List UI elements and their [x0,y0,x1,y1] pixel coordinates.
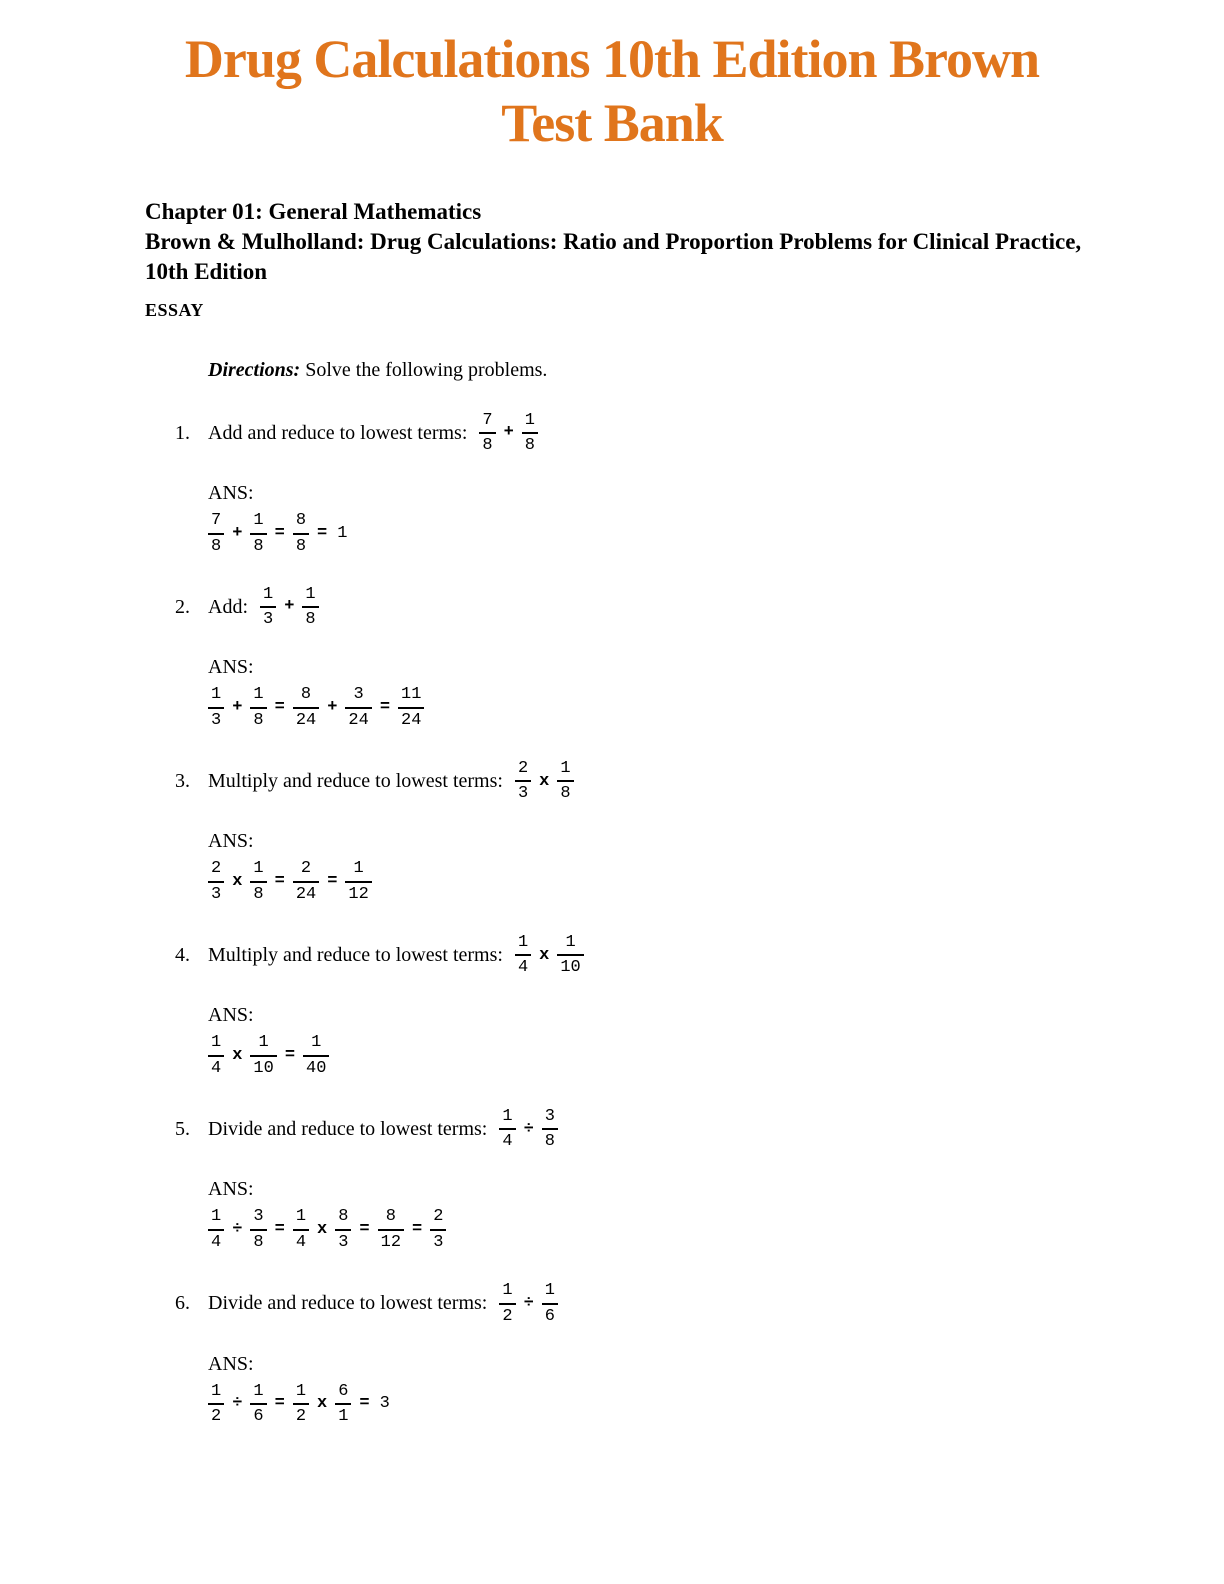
operator: + [327,697,338,717]
question-text: Add and reduce to lowest terms: [208,421,468,444]
operator: = [412,1220,423,1240]
fraction: $\frac{3}{8}$ [542,1107,558,1152]
answer-expression [208,1033,1224,1078]
fraction: $\frac{1}{6}$ [542,1281,558,1326]
fraction: $\frac{3}{8}$ [250,1207,266,1252]
operator: x [317,1394,328,1414]
answer-label: ANS: [208,1004,254,1027]
problem-item-1 [145,406,1224,556]
chapter-heading-block [145,197,1109,287]
fraction: $\frac{8}{12}$ [378,1207,404,1252]
fraction: $\frac{1}{10}$ [250,1033,276,1078]
question-text: Divide and reduce to lowest terms: [208,1117,488,1140]
answer-expression [208,1382,1224,1427]
question-expression [499,1281,558,1326]
fraction: $\frac{2}{3}$ [208,859,224,904]
operator: x [232,872,243,892]
fraction: $\frac{7}{8}$ [208,511,224,556]
fraction: $\frac{7}{8}$ [479,411,495,456]
fraction: $\frac{1}{8}$ [250,859,266,904]
fraction: $\frac{1}{10}$ [557,933,583,978]
fraction: $\frac{1}{12}$ [345,859,371,904]
question-row [145,754,1224,808]
question-expression [260,585,319,630]
fraction: $\frac{1}{8}$ [557,759,573,804]
answer-label: ANS: [208,656,254,679]
operator: x [232,1046,243,1066]
question-text: Multiply and reduce to lowest terms: [208,769,503,792]
fraction: $\frac{1}{8}$ [302,585,318,630]
question-text: Add: [208,595,248,618]
answer-expression [208,511,1224,556]
fraction: $\frac{1}{6}$ [250,1382,266,1427]
operator: ÷ [523,1119,534,1139]
operator: + [284,597,295,617]
operator: x [539,771,550,791]
fraction: $\frac{1}{4}$ [293,1207,309,1252]
operator: + [232,697,243,717]
problem-item-4 [145,928,1224,1078]
fraction: $\frac{2}{3}$ [515,759,531,804]
fraction: $\frac{1}{3}$ [208,685,224,730]
directions-label: Directions: [208,359,301,382]
question-row [145,580,1224,634]
operator: = [359,1220,370,1240]
fraction: $\frac{11}{24}$ [398,685,424,730]
fraction: $\frac{1}{4}$ [208,1207,224,1252]
question-row [145,1277,1224,1331]
operator: = [317,523,328,543]
operator: = [274,872,285,892]
page-title [0,0,1224,155]
problem-item-3 [145,754,1224,904]
fraction: $\frac{1}{8}$ [250,511,266,556]
book-heading: Brown & Mulholland: Drug Calculations: Ratio and Proportion Problems for Clinical Practice, 10th Edition [145,229,1082,285]
operator: ÷ [523,1293,534,1313]
question-row [145,1102,1224,1156]
operator: x [317,1220,328,1240]
operator: = [274,1394,285,1414]
question-expression [479,411,538,456]
question-number: 3. [175,769,190,792]
operator: + [232,523,243,543]
problem-item-6 [145,1277,1224,1427]
fraction: $\frac{1}{4}$ [208,1033,224,1078]
operator: = [274,1220,285,1240]
chapter-heading: Chapter 01: General Mathematics [145,199,482,225]
fraction: $\frac{8}{3}$ [335,1207,351,1252]
problem-item-5 [145,1102,1224,1252]
value: 1 [337,523,348,543]
operator: = [379,697,391,717]
question-number: 4. [175,943,190,966]
fraction: $\frac{1}{4}$ [499,1107,515,1152]
question-text: Multiply and reduce to lowest terms: [208,943,503,966]
answer-label: ANS: [208,830,254,853]
answer-label: ANS: [208,1352,254,1375]
question-row [145,406,1224,460]
question-expression [515,759,574,804]
value: 3 [379,1394,390,1414]
title-line-2: Test Bank [501,92,723,153]
answer-expression [208,1207,1224,1252]
operator: = [359,1394,370,1414]
fraction: $\frac{1}{4}$ [515,933,531,978]
problem-item-2 [145,580,1224,730]
question-row [145,928,1224,982]
answer-expression [208,859,1224,904]
answer-label: ANS: [208,1178,254,1201]
question-text: Divide and reduce to lowest terms: [208,1292,488,1315]
fraction: $\frac{1}{3}$ [260,585,276,630]
question-number: 6. [175,1292,190,1315]
operator: ÷ [232,1220,243,1240]
operator: = [327,872,338,892]
directions-text: Solve the following problems. [305,359,548,382]
problem-list [145,406,1224,1427]
fraction: $\frac{1}{40}$ [303,1033,329,1078]
operator: x [539,945,550,965]
operator: = [274,523,285,543]
question-expression [499,1107,558,1152]
answer-label: ANS: [208,482,254,505]
essay-label: ESSAY [145,300,204,321]
answer-expression [208,685,1224,730]
question-number: 1. [175,421,190,444]
fraction: $\frac{1}{2}$ [499,1281,515,1326]
fraction: $\frac{1}{2}$ [208,1382,224,1427]
fraction: $\frac{1}{2}$ [293,1382,309,1427]
operator: = [284,1046,296,1066]
operator: ÷ [232,1394,243,1414]
fraction: $\frac{8}{8}$ [293,511,309,556]
fraction: $\frac{6}{1}$ [335,1382,351,1427]
operator: = [274,697,285,717]
question-number: 2. [175,595,190,618]
directions [208,359,1224,382]
fraction: $\frac{8}{24}$ [293,685,319,730]
fraction: $\frac{3}{24}$ [345,685,371,730]
fraction: $\frac{1}{8}$ [250,685,266,730]
question-expression [515,933,584,978]
fraction: $\frac{2}{24}$ [293,859,319,904]
question-number: 5. [175,1117,190,1140]
operator: + [503,423,514,443]
fraction: $\frac{2}{3}$ [430,1207,446,1252]
fraction: $\frac{1}{8}$ [522,411,538,456]
title-line-1: Drug Calculations 10th Edition Brown [184,29,1040,89]
